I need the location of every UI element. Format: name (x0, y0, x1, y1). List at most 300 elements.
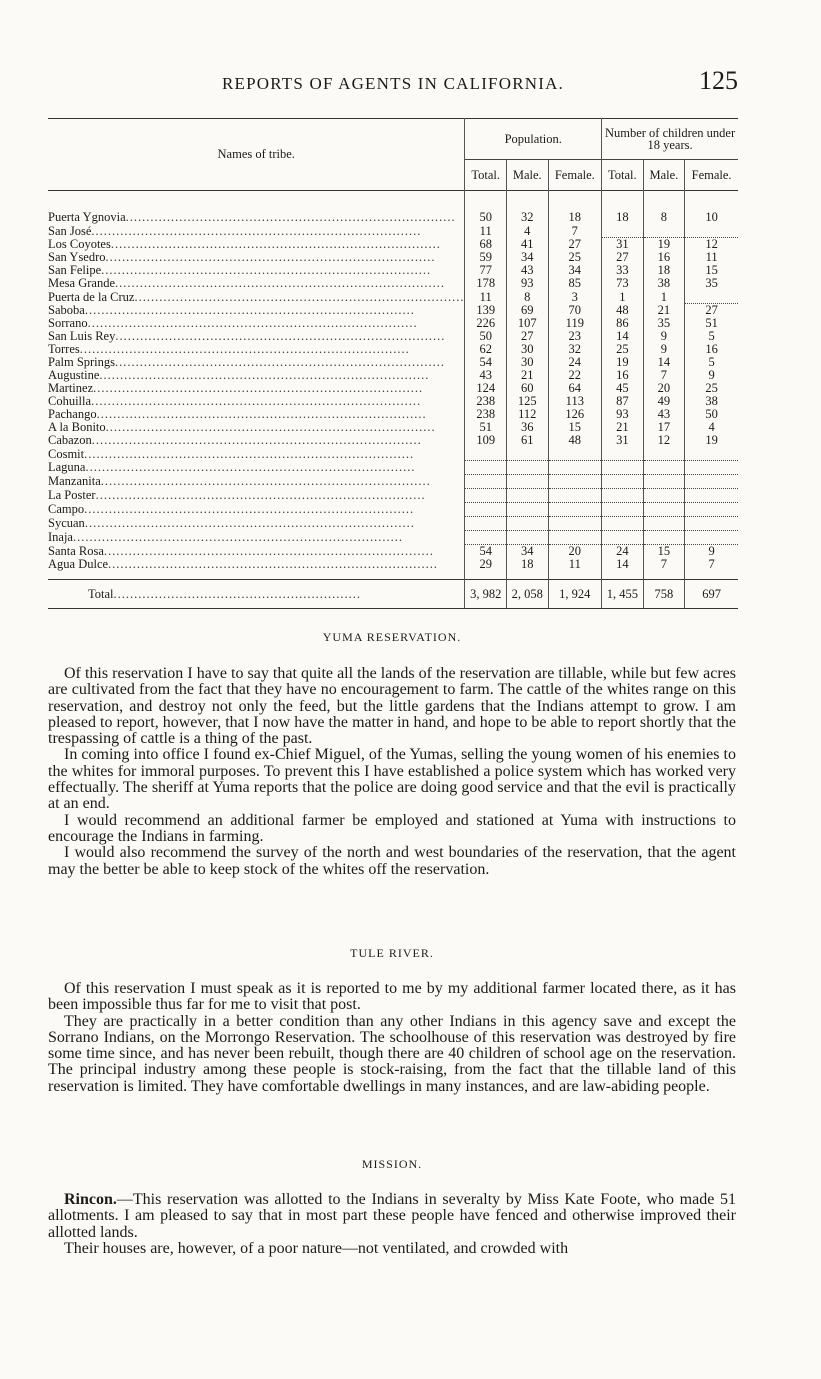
value-cell: 43 (465, 369, 507, 382)
value-cell: 9 (643, 330, 685, 343)
tribe-name-cell (48, 475, 465, 489)
paragraph-text: —This reservation was allotted to the Indians in severalty by Miss Kate Foote, who made 51 allotments. I am pleased to say that in most part these people have fenced and otherwise improved their allotted lands. (48, 1191, 736, 1241)
total-value-cell: 758 (643, 580, 685, 609)
leader-dots: ................................................................................ (72, 530, 403, 545)
value-cell: 5 (685, 356, 738, 369)
value-cell (685, 224, 738, 238)
value-cell: 15 (685, 264, 738, 277)
tribe-name-cell (48, 558, 465, 571)
paragraph: Of this reservation I have to say that quite all the lands of the reservation are tillable, while but few acres are cultivated from the fact that they have no encouragement to farm. The cattle of the whites range on this reservation, and destroy not only the feed, but the little gardens that the Indians attempt to grow. I am pleased to report, however, that I now have the matter in hand, and hope to be able to report shortly that the trespassing of cattle is a thing of the past. (48, 665, 736, 748)
leader-dots: ................................................................................ (93, 382, 424, 395)
tribe-name: Palm Springs (48, 356, 116, 369)
value-cell: 69 (506, 304, 548, 318)
value-cell: 7 (548, 224, 602, 238)
value-cell: 21 (643, 304, 685, 318)
value-cell: 33 (602, 264, 644, 277)
leader-dots: ................................................................................ (91, 434, 422, 447)
tribe-name-cell (48, 369, 465, 382)
value-cell: 19 (643, 238, 685, 252)
value-cell: 50 (685, 408, 738, 421)
value-cell (506, 447, 548, 461)
section-body-mission (48, 1192, 736, 1257)
value-cell (685, 517, 738, 531)
table-row (48, 531, 738, 545)
tribe-name: Campo (48, 502, 85, 517)
spacer-cell (465, 571, 507, 580)
total-value-cell: 1, 924 (548, 580, 602, 609)
leader-dots: ................................................................................ (84, 447, 415, 461)
value-cell (602, 224, 644, 238)
value-cell: 86 (602, 317, 644, 330)
tribe-name-cell (48, 264, 465, 277)
value-cell: 35 (643, 317, 685, 330)
leader-dots: ................................................................................ (110, 237, 441, 251)
tribe-name: Agua Dulce (48, 558, 109, 571)
value-cell (685, 461, 738, 475)
paragraph: They are practically in a better condition than any other Indians in this agency save and except the Sorrano Indians, on the Morrongo Reservation. The schoolhouse of this reservation was destroyed by fire some time since, and has never been rebuilt, though there are 40 children of school age on the reservation. The principal industry among these people is stock-raising, from the fact that the tillable land of this reservation is limited. They have comfortable dwellings in many instances, and are law-abiding people. (48, 1012, 736, 1095)
leader-dots: ................................................................................ (108, 558, 439, 571)
tribe-name: San Luis Rey (48, 330, 116, 343)
column-group-population: Population. (465, 119, 602, 160)
leader-dots: ................................................................................ (85, 460, 416, 475)
tribe-name-cell (48, 447, 465, 461)
value-cell (506, 531, 548, 545)
value-cell: 226 (465, 317, 507, 330)
total-value-cell: 697 (685, 580, 738, 609)
table-row (48, 408, 738, 421)
total-value-cell: 1, 455 (602, 580, 644, 609)
value-cell: 61 (506, 434, 548, 447)
section-heading-tule-river: TULE RIVER. (350, 946, 434, 960)
tribe-name-cell (48, 251, 465, 264)
paragraph (48, 1192, 736, 1241)
value-cell: 15 (548, 421, 602, 434)
value-cell: 20 (548, 545, 602, 559)
value-cell (548, 517, 602, 531)
value-cell: 48 (602, 304, 644, 318)
value-cell: 10 (685, 211, 738, 224)
value-cell: 11 (465, 224, 507, 238)
value-cell: 24 (548, 356, 602, 369)
value-cell: 16 (685, 343, 738, 356)
value-cell: 29 (465, 558, 507, 571)
tribe-name-cell (48, 408, 465, 421)
tribe-name: Cohuilla (48, 395, 92, 408)
value-cell: 16 (643, 251, 685, 264)
tribe-name-cell (48, 382, 465, 395)
leader-dots: ................................................................................ (91, 224, 422, 238)
column-header-names: Names of tribe. (217, 147, 295, 162)
table-spacer-row (48, 191, 738, 212)
value-cell: 32 (548, 343, 602, 356)
value-cell: 27 (548, 238, 602, 252)
paragraph: Of this reservation I must speak as it is reported to me by my additional farmer located there, as it has been impossible thus far for me to visit that post. (48, 980, 736, 1014)
spacer-cell (506, 191, 548, 212)
value-cell (548, 475, 602, 489)
leader-dots: ................................................................................ (95, 488, 426, 503)
value-cell (465, 517, 507, 531)
value-cell: 43 (506, 264, 548, 277)
tribe-name: Puerta Ygnovia (48, 211, 126, 224)
value-cell: 38 (685, 395, 738, 408)
value-cell: 18 (643, 264, 685, 277)
leader-dots: ................................................................................ (79, 343, 410, 356)
tribe-name-cell (48, 224, 465, 238)
tribe-name: San Ysedro (48, 251, 106, 264)
paragraph: In coming into office I found ex-Chief Miguel, of the Yumas, selling the young women of his enemies to the whites for immoral purposes. To prevent this I have established a police system which has worked very effectually. The sheriff at Yuma reports that the police are doing good service and that the evil is practically at an end. (48, 746, 736, 813)
value-cell: 60 (506, 382, 548, 395)
value-cell: 119 (548, 317, 602, 330)
tribe-name-cell (48, 317, 465, 330)
value-cell (643, 489, 685, 503)
leader-dots: ................................................................................ (115, 330, 446, 343)
value-cell: 8 (643, 211, 685, 224)
tribe-name-cell (48, 545, 465, 559)
value-cell: 87 (602, 395, 644, 408)
tribe-name: Cabazon (48, 434, 92, 447)
value-cell: 11 (685, 251, 738, 264)
tribe-name-cell (48, 395, 465, 408)
spacer-cell (548, 191, 602, 212)
tribe-name-cell (48, 343, 465, 356)
value-cell: 11 (548, 558, 602, 571)
value-cell (685, 489, 738, 503)
value-cell: 23 (548, 330, 602, 343)
lead-term: Rincon. (64, 1191, 117, 1208)
value-cell: 238 (465, 395, 507, 408)
value-cell: 38 (643, 277, 685, 290)
value-cell (602, 517, 644, 531)
value-cell: 24 (602, 545, 644, 559)
paragraph: I would recommend an additional farmer be employed and stationed at Yuma with instructions to encourage the Indians in farming. (48, 811, 736, 845)
value-cell: 41 (506, 238, 548, 252)
tribe-population-table (48, 118, 738, 609)
spacer-cell (602, 191, 644, 212)
value-cell: 18 (506, 558, 548, 571)
value-cell (685, 290, 738, 304)
value-cell: 3 (548, 290, 602, 304)
leader-dots: ................................................................................ (96, 408, 427, 421)
total-value-cell: 3, 982 (465, 580, 507, 609)
tribe-name: Sycuan (48, 516, 85, 531)
page-title: REPORTS OF AGENTS IN CALIFORNIA. (222, 74, 564, 93)
tribe-name-cell (48, 503, 465, 517)
leader-dots: ................................................................................ (101, 264, 432, 277)
table-row (48, 545, 738, 559)
tribe-name: Martinez (48, 382, 94, 395)
value-cell: 62 (465, 343, 507, 356)
table-row (48, 461, 738, 475)
value-cell: 14 (643, 356, 685, 369)
table-row (48, 503, 738, 517)
tribe-name-cell (48, 517, 465, 531)
table-row (48, 277, 738, 290)
value-cell: 9 (643, 343, 685, 356)
value-cell: 21 (506, 369, 548, 382)
value-cell: 5 (685, 330, 738, 343)
value-cell: 25 (685, 382, 738, 395)
value-cell (602, 475, 644, 489)
tribe-name: Los Coyotes (48, 237, 111, 251)
value-cell: 93 (602, 408, 644, 421)
value-cell (685, 475, 738, 489)
tribe-name: Torres (48, 343, 80, 356)
tribe-name-cell (48, 489, 465, 503)
value-cell: 50 (465, 211, 507, 224)
value-cell: 73 (602, 277, 644, 290)
table-body (48, 191, 738, 609)
value-cell: 17 (643, 421, 685, 434)
value-cell (685, 503, 738, 517)
value-cell (548, 503, 602, 517)
value-cell (602, 489, 644, 503)
value-cell: 45 (602, 382, 644, 395)
tribe-name-cell (48, 356, 465, 369)
value-cell (643, 224, 685, 238)
value-cell (548, 531, 602, 545)
value-cell: 43 (643, 408, 685, 421)
value-cell: 25 (602, 343, 644, 356)
spacer-cell (602, 571, 644, 580)
value-cell: 9 (685, 545, 738, 559)
tribe-name: Mesa Grande (48, 277, 115, 290)
value-cell: 59 (465, 251, 507, 264)
value-cell: 238 (465, 408, 507, 421)
table-row (48, 264, 738, 277)
leader-dots: ................................................................................ (115, 356, 446, 369)
running-head (48, 66, 738, 102)
value-cell (602, 461, 644, 475)
leader-dots: ................................................................................ (84, 516, 415, 531)
value-cell: 20 (643, 382, 685, 395)
table-row (48, 489, 738, 503)
value-cell (643, 531, 685, 545)
spacer-cell (548, 571, 602, 580)
value-cell: 32 (506, 211, 548, 224)
total-row (48, 580, 738, 609)
value-cell (506, 475, 548, 489)
value-cell: 50 (465, 330, 507, 343)
value-cell: 18 (548, 211, 602, 224)
leader-dots: ................................................................................ (105, 421, 436, 434)
spacer-cell (465, 191, 507, 212)
table-row (48, 369, 738, 382)
spacer-cell (643, 571, 685, 580)
total-label: Total (88, 586, 114, 601)
value-cell (506, 503, 548, 517)
value-cell: 51 (685, 317, 738, 330)
tribe-name: Pachango (48, 408, 97, 421)
spacer-cell (506, 571, 548, 580)
tribe-name: Santa Rosa (48, 544, 104, 558)
tribe-name: Cosmit (48, 447, 85, 461)
tribe-name: A la Bonito (48, 421, 106, 434)
value-cell (548, 447, 602, 461)
value-cell: 14 (602, 330, 644, 343)
tribe-name-cell (48, 277, 465, 290)
value-cell: 77 (465, 264, 507, 277)
subheader-pop-female: Female. (548, 160, 602, 191)
value-cell: 68 (465, 238, 507, 252)
value-cell: 31 (602, 434, 644, 447)
value-cell (506, 489, 548, 503)
value-cell: 4 (685, 421, 738, 434)
table-row (48, 558, 738, 571)
tribe-name-cell (48, 531, 465, 545)
value-cell: 113 (548, 395, 602, 408)
value-cell (643, 447, 685, 461)
value-cell: 36 (506, 421, 548, 434)
value-cell: 49 (643, 395, 685, 408)
tribe-name-cell (48, 238, 465, 252)
value-cell: 16 (602, 369, 644, 382)
value-cell: 7 (643, 558, 685, 571)
value-cell: 1 (643, 290, 685, 304)
value-cell: 31 (602, 238, 644, 252)
section-body-tule-river (48, 981, 736, 1095)
leader-dots: ................................................................................ (115, 277, 445, 290)
leader-dots: ................................................................................ (100, 474, 431, 489)
value-cell: 139 (465, 304, 507, 318)
tribe-name: Inaja (48, 530, 73, 545)
table-row (48, 211, 738, 224)
spacer-cell (48, 191, 465, 212)
section-body-yuma (48, 666, 736, 878)
value-cell: 85 (548, 277, 602, 290)
value-cell: 54 (465, 545, 507, 559)
subheader-child-female: Female. (685, 160, 738, 191)
value-cell: 54 (465, 356, 507, 369)
value-cell: 19 (685, 434, 738, 447)
paragraph: Their houses are, however, of a poor nature—not ventilated, and crowded with (64, 1239, 569, 1257)
value-cell: 27 (602, 251, 644, 264)
table-row (48, 475, 738, 489)
value-cell (465, 447, 507, 461)
total-value-cell: 2, 058 (506, 580, 548, 609)
value-cell: 51 (465, 421, 507, 434)
paragraph: I would also recommend the survey of the north and west boundaries of the reservation, that the agent may the better be able to keep stock of the whites off the reservation. (48, 844, 736, 878)
tribe-name: Sorrano (48, 317, 88, 330)
value-cell (465, 531, 507, 545)
value-cell (602, 503, 644, 517)
value-cell: 8 (506, 290, 548, 304)
tribe-name: Manzanita (48, 474, 101, 489)
tribe-name: Laguna (48, 460, 86, 475)
value-cell (602, 447, 644, 461)
subheader-child-total: Total. (602, 160, 644, 191)
page-number: 125 (699, 66, 738, 95)
value-cell: 12 (643, 434, 685, 447)
table-row (48, 238, 738, 252)
table-row (48, 317, 738, 330)
spacer-cell (643, 191, 685, 212)
subheader-child-male: Male. (643, 160, 685, 191)
value-cell: 12 (685, 238, 738, 252)
value-cell: 93 (506, 277, 548, 290)
section-heading-yuma: YUMA RESERVATION. (322, 630, 462, 644)
value-cell: 15 (643, 545, 685, 559)
leader-dots: ................................................................................ (105, 251, 436, 264)
table-row (48, 434, 738, 447)
table-row (48, 517, 738, 531)
table-row (48, 395, 738, 408)
leader-dots: ................................................................................ (125, 211, 456, 224)
value-cell (465, 475, 507, 489)
value-cell: 7 (685, 558, 738, 571)
value-cell: 126 (548, 408, 602, 421)
table-row (48, 343, 738, 356)
value-cell (643, 503, 685, 517)
value-cell: 7 (643, 369, 685, 382)
tribe-name: Puerta de la Cruz (48, 290, 135, 304)
value-cell (506, 461, 548, 475)
table-row (48, 304, 738, 318)
value-cell (643, 475, 685, 489)
tribe-name: Augustine (48, 369, 100, 382)
value-cell (602, 531, 644, 545)
value-cell: 25 (548, 251, 602, 264)
tribe-name: San José (48, 224, 92, 238)
value-cell: 1 (602, 290, 644, 304)
value-cell: 21 (602, 421, 644, 434)
tribe-name-cell (48, 304, 465, 318)
tribe-name-cell (48, 290, 465, 304)
table-spacer-row (48, 571, 738, 580)
leader-dots: ................................................................................ (87, 317, 418, 330)
value-cell: 112 (506, 408, 548, 421)
value-cell: 19 (602, 356, 644, 369)
table-row (48, 330, 738, 343)
tribe-name: Saboba (48, 303, 85, 317)
value-cell: 27 (685, 304, 738, 318)
tribe-name: San Felipe (48, 264, 102, 277)
tribe-name-cell (48, 211, 465, 224)
value-cell: 27 (506, 330, 548, 343)
value-cell: 4 (506, 224, 548, 238)
section-heading-mission: MISSION. (361, 1157, 423, 1171)
value-cell: 178 (465, 277, 507, 290)
tribe-name-cell (48, 421, 465, 434)
value-cell: 22 (548, 369, 602, 382)
value-cell (643, 461, 685, 475)
value-cell: 30 (506, 356, 548, 369)
spacer-cell (685, 571, 738, 580)
table-row (48, 421, 738, 434)
subheader-pop-male: Male. (506, 160, 548, 191)
value-cell (465, 461, 507, 475)
leader-dots: ................................................................................ (103, 544, 434, 558)
table-row (48, 251, 738, 264)
value-cell: 9 (685, 369, 738, 382)
value-cell: 109 (465, 434, 507, 447)
value-cell: 34 (506, 251, 548, 264)
spacer-cell (685, 191, 738, 212)
value-cell (465, 489, 507, 503)
column-group-children: Number of children under 18 years. (602, 119, 738, 160)
value-cell: 64 (548, 382, 602, 395)
tribe-name-cell (48, 434, 465, 447)
value-cell (685, 531, 738, 545)
value-cell: 18 (602, 211, 644, 224)
leader-dots: ................................................................................ (99, 369, 430, 382)
value-cell: 125 (506, 395, 548, 408)
table-row (48, 382, 738, 395)
leader-dots: ................................................................................ (91, 395, 422, 408)
value-cell: 30 (506, 343, 548, 356)
table-row (48, 447, 738, 461)
table-row (48, 224, 738, 238)
value-cell: 107 (506, 317, 548, 330)
